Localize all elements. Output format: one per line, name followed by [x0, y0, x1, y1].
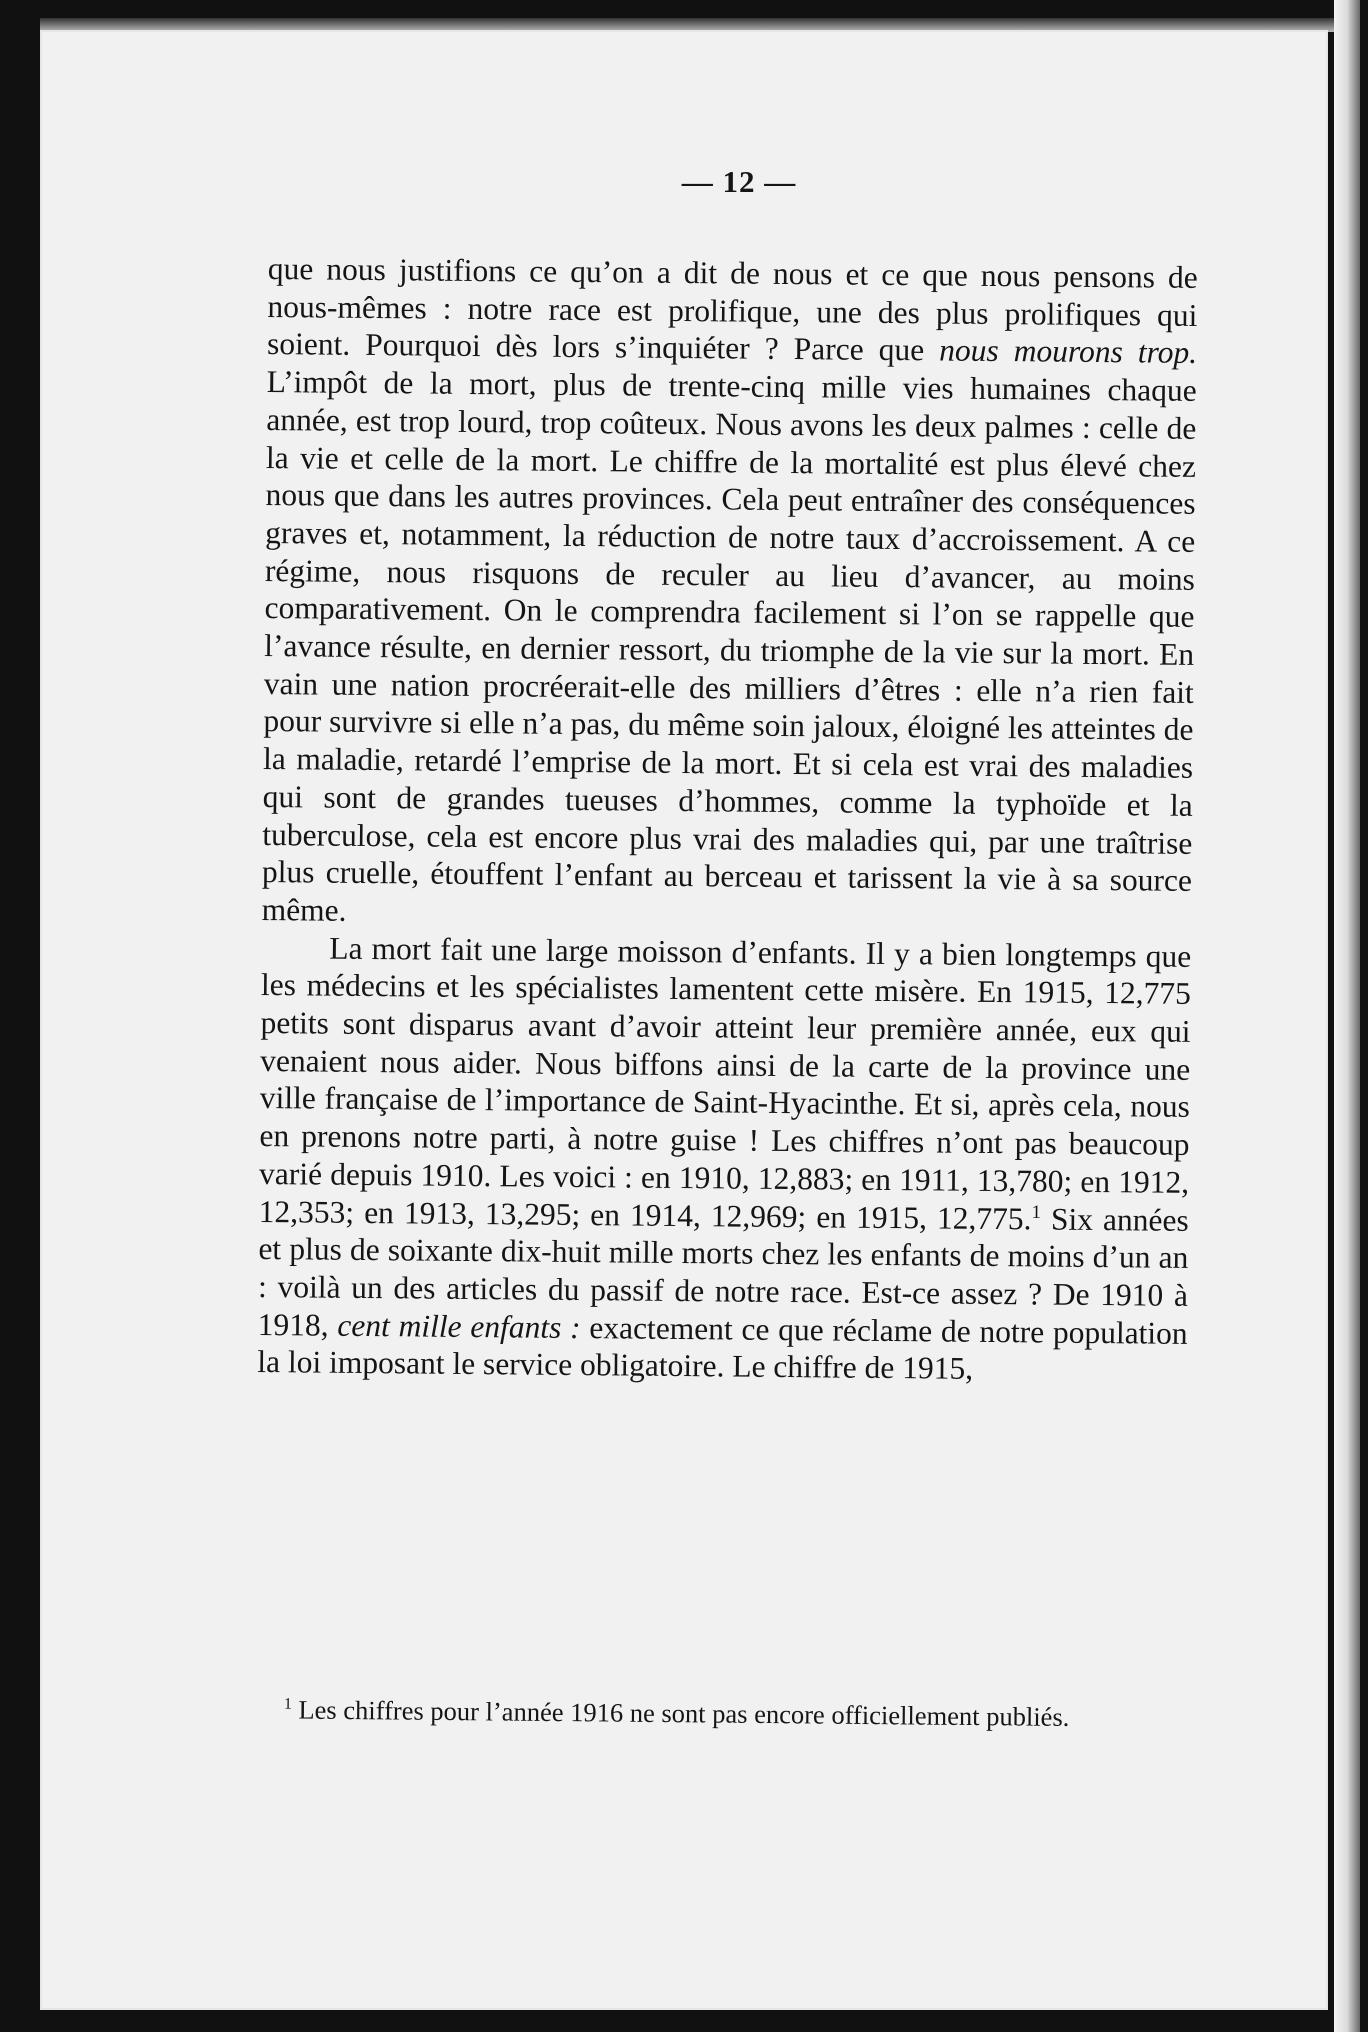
paragraph	[257, 929, 1191, 1390]
text-run: Six années et plus de soixante dix-huit mille morts chez les enfants de moins d’un an : voilà un des articles du passif de notre race. Est-ce assez ? De 1910 à 1918,	[257, 1201, 1189, 1343]
text-run: que nous justifions ce qu’on a dit de nous et ce que nous pensons de nous-mêmes : notre race est prolifique, une des plus prolifiques qui soient. Pourquoi dès lors s’inquiéter ? Parce que	[266, 250, 1198, 368]
text-run: La mort fait une large moisson d’enfants. Il y a bien longtemps que les médecins et les spécialistes lamentent cette misère. En 1915, 12,775 petits sont disparus avant d’avoir atteint leur première année, eux qui venaient nous aider. Nous biffons ainsi de la carte de la province une ville française de l’importance de Saint-Hyacinthe. Et si, après cela, nous en prenons notre parti, à notre guise ! Les chiffres n’ont pas beaucoup varié depuis 1910. Les voici : en 1910, 12,883; en 1911, 13,780; en 1912, 12,353; en 1913, 13,295; en 1914, 12,969; en 1915, 12,775.	[258, 930, 1192, 1236]
paragraph	[261, 250, 1197, 938]
footnote-marker: 1	[283, 1695, 292, 1713]
footnote-body: Les chiffres pour l’année 1916 ne sont pas encore officiellement publiés.	[291, 1694, 1070, 1732]
page-number: — 12 —	[681, 164, 797, 199]
italic-text: nous mourons trop.	[939, 332, 1198, 371]
footnote-reference: 1	[1031, 1201, 1042, 1223]
text-run: exactement ce que réclame de notre population la loi imposant le service obligatoire. Le chiffre de 1915,	[257, 1309, 1188, 1387]
footnote	[242, 1694, 1172, 1734]
italic-text: cent mille enfants :	[337, 1307, 581, 1345]
text-run: L’impôt de la mort, plus de trente-cinq mille vies humaines chaque année, est trop lourd, trop coûteux. Nous avons les deux palmes : celle de la vie et celle de la mort. Le chiffre de la mortalité est plus élevé chez nous que dans les autres provinces. Cela peut entraîner des conséquences graves et, notamment, la réduction de notre taux d’accroissement. A ce régime, nous risquons de reculer au lieu d’avancer, au moins comparativement. On le comprendra facilement si l’on se rappelle que l’avance résulte, en dernier ressort, du triomphe de la vie sur la mort. En vain une nation procréerait-elle des milliers d’êtres : elle n’a rien fait pour survivre si elle n’a pas, du même soin jaloux, éloigné les atteintes de la maladie, retardé l’emprise de la mort. Et si cela est vrai des maladies qui sont de grandes tueuses d’hommes, comme la typhoïde et la tuberculose, cela est encore plus vrai des maladies qui, par une traîtrise plus cruelle, étouffent l’enfant au berceau et tarissent la vie à sa source même.	[261, 364, 1197, 928]
footnote-text	[242, 1694, 1172, 1734]
body-text	[257, 250, 1198, 1390]
